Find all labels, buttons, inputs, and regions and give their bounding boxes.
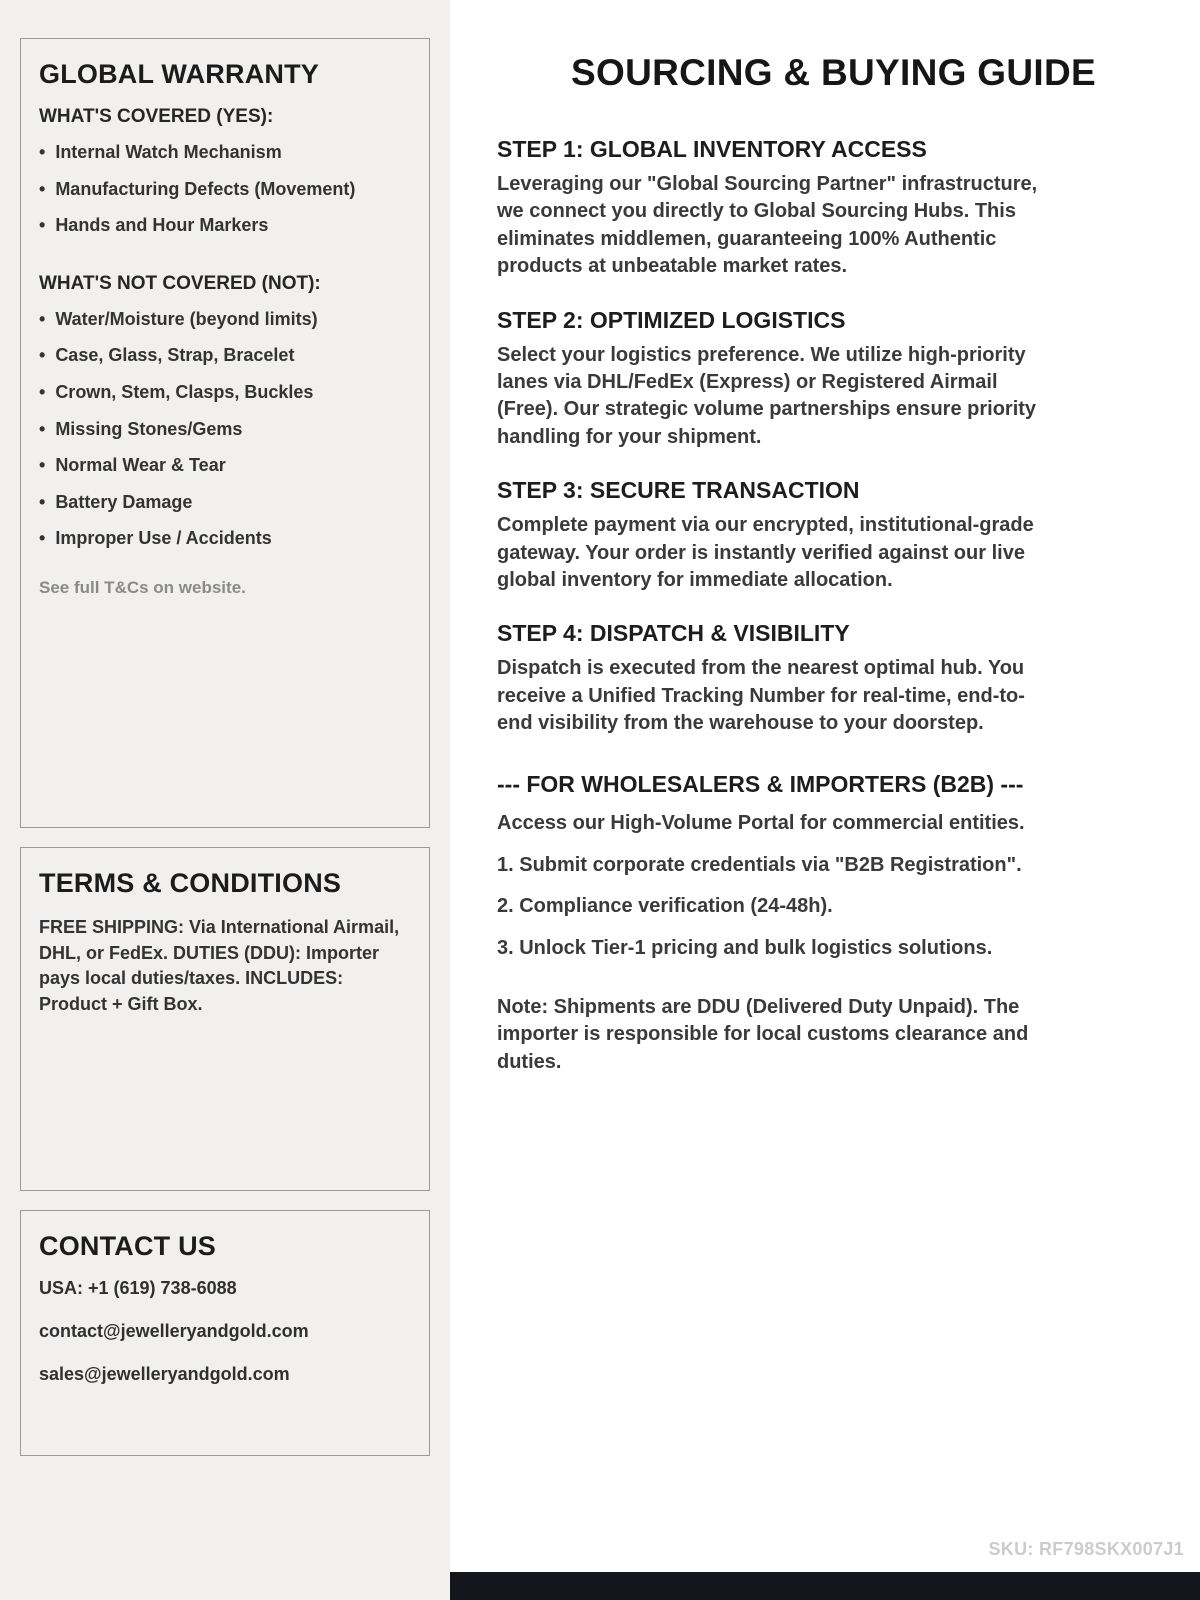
step-body: Leveraging our "Global Sourcing Partner" infrastructure, we connect you directly to Global Sourcing Hubs. This eliminates middlemen, guaranteeing 100% Authentic products at unbeatable market rates. bbox=[497, 173, 1038, 278]
terms-box bbox=[20, 847, 430, 1191]
step-body: Dispatch is executed from the nearest optimal hub. You receive a Unified Tracking Number for real-time, end-to-end visibility from the warehouse to your doorstep. bbox=[497, 657, 1025, 735]
covered-list bbox=[39, 142, 411, 237]
b2b-note: Note: Shipments are DDU (Delivered Duty Unpaid). The importer is responsible for local customs clearance and duties. bbox=[497, 996, 1029, 1073]
main-content bbox=[450, 0, 1200, 1600]
step-heading: STEP 2: OPTIMIZED LOGISTICS bbox=[497, 306, 846, 333]
step-body: Select your logistics preference. We utilize high-priority lanes via DHL/FedEx (Express) or Registered Airmail (Free). Our strategic volume partnerships ensure priority handling for your shipment. bbox=[497, 343, 1037, 448]
b2b-intro: Access our High-Volume Portal for commercial entities. bbox=[497, 812, 1025, 835]
terms-body: FREE SHIPPING: Via International Airmail, DHL, or FedEx. DUTIES (DDU): Importer pays local duties/taxes. INCLUDES: Product + Gift Box. bbox=[39, 917, 400, 1014]
list-item: • Missing Stones/Gems bbox=[39, 419, 411, 441]
list-item: • Normal Wear & Tear bbox=[39, 455, 411, 477]
sku-label: SKU: RF798SKX007J1 bbox=[988, 1539, 1184, 1559]
list-item: • Internal Watch Mechanism bbox=[39, 142, 411, 164]
step-1 bbox=[497, 136, 1077, 281]
not-covered-list bbox=[39, 309, 411, 550]
sidebar bbox=[0, 0, 450, 1600]
warranty-footnote: See full T&Cs on website. bbox=[39, 577, 246, 597]
step-3 bbox=[497, 477, 1077, 594]
contact-email-sales: sales@jewelleryandgold.com bbox=[39, 1364, 290, 1384]
page-title: SOURCING & BUYING GUIDE bbox=[571, 52, 1096, 93]
step-body: Complete payment via our encrypted, institutional-grade gateway. Your order is instantly verified against our live global inventory for immediate allocation. bbox=[497, 514, 1034, 591]
contact-email-primary: contact@jewelleryandgold.com bbox=[39, 1321, 309, 1341]
b2b-heading: --- FOR WHOLESALERS & IMPORTERS (B2B) --- bbox=[497, 771, 1024, 798]
list-item: • Crown, Stem, Clasps, Buckles bbox=[39, 382, 411, 404]
b2b-item: 3. Unlock Tier-1 pricing and bulk logistics solutions. bbox=[497, 936, 993, 959]
b2b-section bbox=[497, 771, 1077, 1076]
list-item: • Water/Moisture (beyond limits) bbox=[39, 309, 411, 331]
step-heading: STEP 3: SECURE TRANSACTION bbox=[497, 477, 860, 504]
contact-box bbox=[20, 1210, 430, 1456]
step-2 bbox=[497, 307, 1077, 452]
warranty-box bbox=[20, 38, 430, 828]
list-item: • Hands and Hour Markers bbox=[39, 215, 411, 237]
b2b-item: 2. Compliance verification (24-48h). bbox=[497, 895, 833, 918]
covered-subtitle: WHAT'S COVERED (YES): bbox=[39, 106, 274, 127]
step-heading: STEP 1: GLOBAL INVENTORY ACCESS bbox=[497, 136, 927, 162]
step-4 bbox=[497, 620, 1077, 737]
list-item: • Battery Damage bbox=[39, 492, 411, 514]
b2b-item: 1. Submit corporate credentials via "B2B Registration". bbox=[497, 853, 1022, 876]
contact-title: CONTACT US bbox=[39, 1231, 216, 1261]
bottom-bar bbox=[450, 1572, 1200, 1600]
warranty-title: GLOBAL WARRANTY bbox=[39, 59, 319, 89]
terms-title: TERMS & CONDITIONS bbox=[39, 868, 342, 898]
list-item: • Manufacturing Defects (Movement) bbox=[39, 179, 411, 201]
step-heading: STEP 4: DISPATCH & VISIBILITY bbox=[497, 620, 850, 647]
list-item: • Improper Use / Accidents bbox=[39, 528, 411, 550]
list-item: • Case, Glass, Strap, Bracelet bbox=[39, 345, 411, 367]
not-covered-subtitle: WHAT'S NOT COVERED (NOT): bbox=[39, 272, 321, 294]
contact-phone: USA: +1 (619) 738-6088 bbox=[39, 1278, 237, 1298]
